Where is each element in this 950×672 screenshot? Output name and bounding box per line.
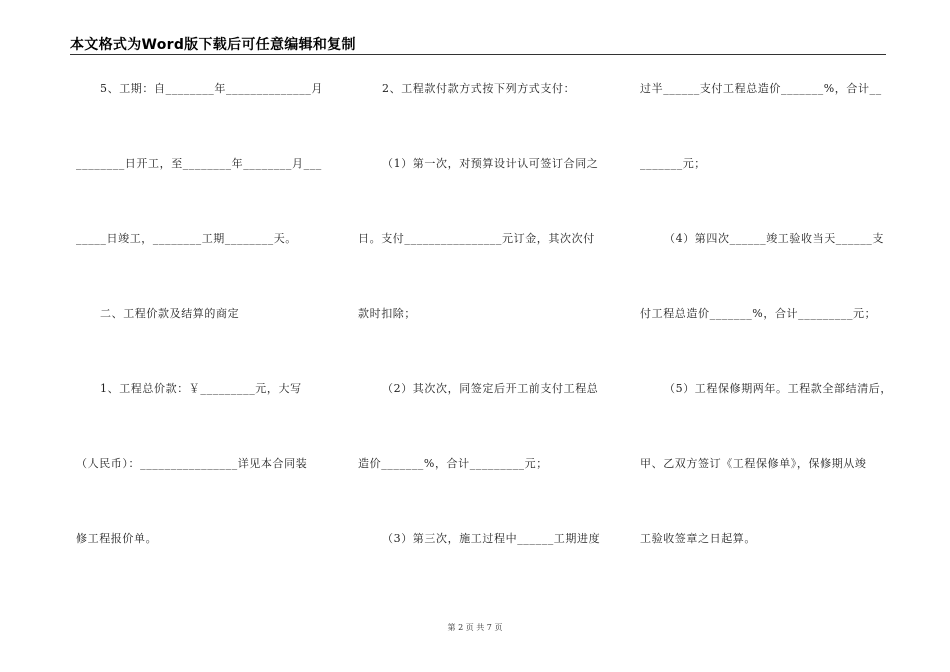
text-line: 日。支付________________元订金，其次次付 [358,232,595,245]
text-line: （3）第三次，施工过程中______工期进度 [382,532,601,545]
text-line: （2）其次次，同签定后开工前支付工程总 [382,382,599,395]
text-line: 工验收签章之日起算。 [640,532,756,545]
text-line: 付工程总造价_______%，合计_________元； [640,307,877,320]
text-line: 5、工期：自________年______________月 [100,82,323,95]
text-line: （4）第四次______竣工验收当天______支 [664,232,884,245]
section-heading: 二、工程价款及结算的商定 [100,307,240,320]
text-line: 修工程报价单。 [76,532,158,545]
text-line: 款时扣除； [358,307,416,320]
page-header [70,34,886,55]
text-line: （人民币）：________________详见本合同装 [76,457,308,470]
text-line: ________日开工，至________年________月___ [76,157,322,170]
text-line: （1）第一次，对预算设计认可签订合同之 [382,157,599,170]
text-line: 甲、乙双方签订《工程保修单》，保修期从竣 [640,457,867,470]
text-line: 过半______支付工程总造价_______%，合计__ [640,82,882,95]
text-line: 1、工程总价款：￥_________元，大写 [100,382,302,395]
text-line: _______元； [640,157,706,170]
text-line: _____日竣工，________工期________天。 [76,232,297,245]
text-line: 2、工程款付款方式按下列方式支付： [382,82,576,95]
page-footer: 第 2 页 共 7 页 [447,623,503,632]
header-title: 本文格式为Word版下载后可任意编辑和复制 [70,37,356,53]
text-line: （5）工程保修期两年。工程款全部结清后， [664,382,892,395]
text-line: 造价_______%，合计_________元； [358,457,548,470]
